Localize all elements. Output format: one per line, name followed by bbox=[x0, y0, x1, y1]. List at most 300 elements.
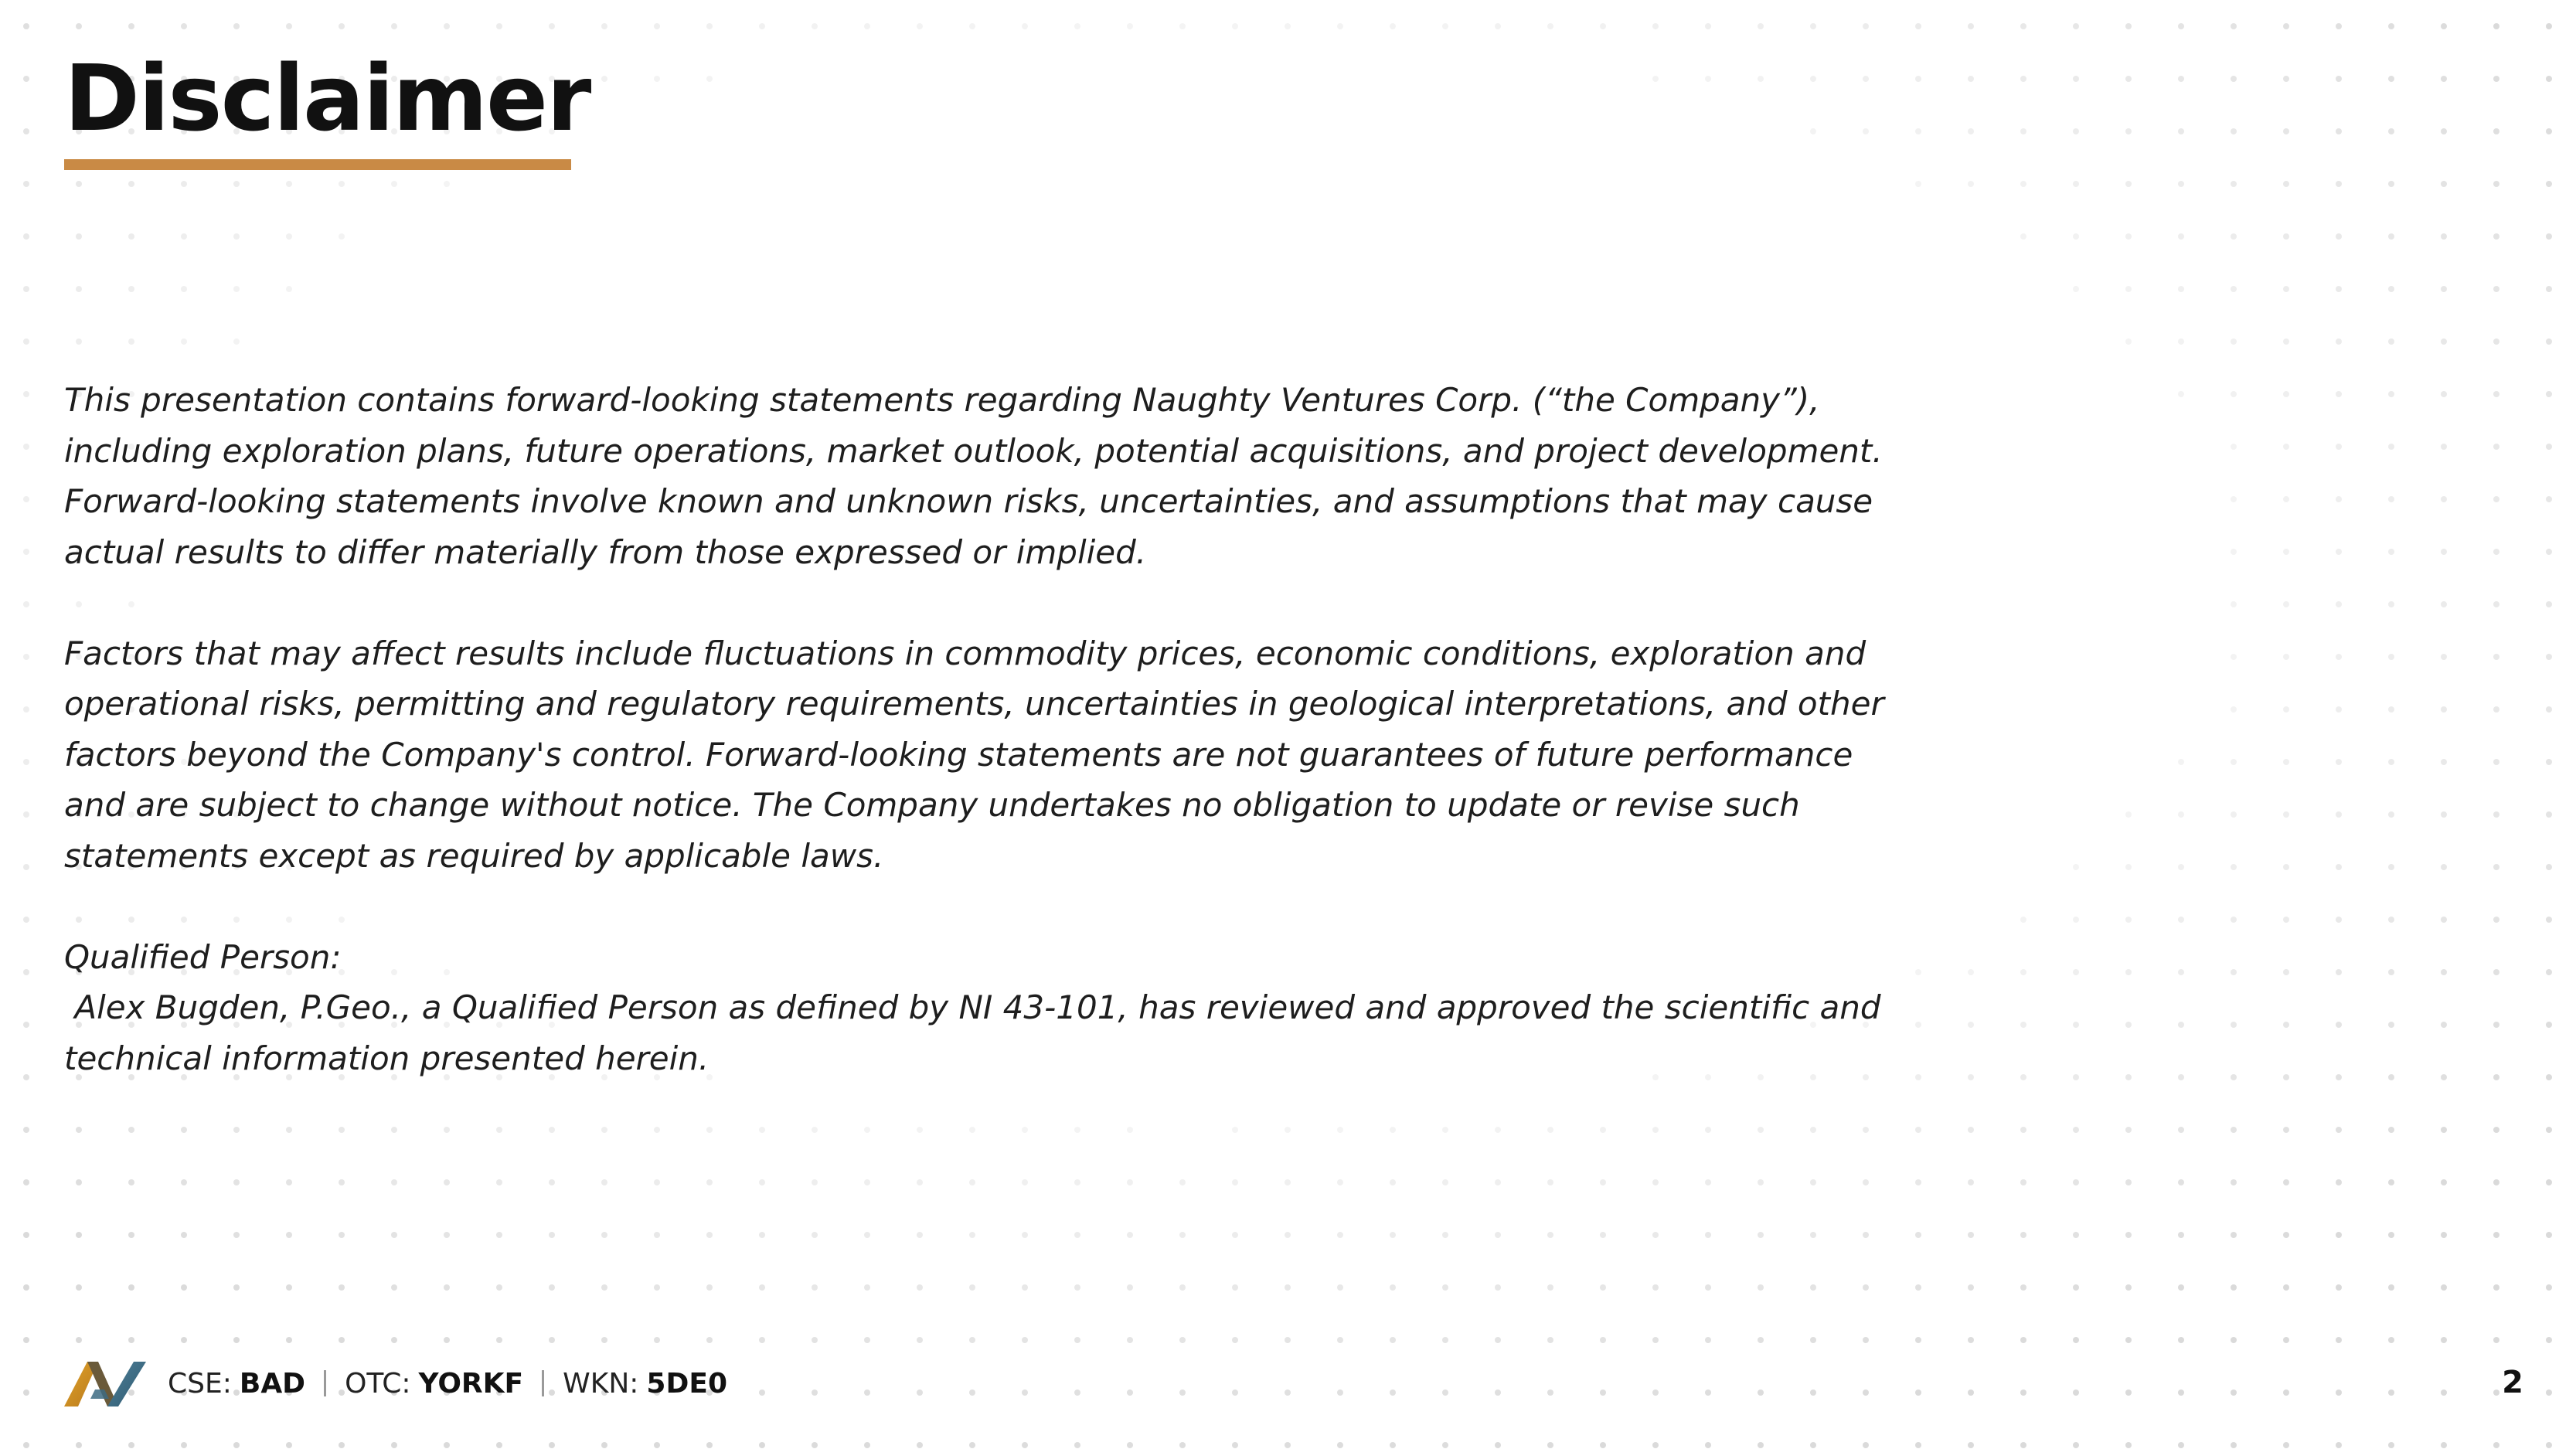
background-dot bbox=[2493, 654, 2499, 660]
background-dot bbox=[864, 1284, 870, 1291]
background-dot bbox=[181, 1232, 187, 1238]
background-dot bbox=[2493, 1442, 2499, 1448]
background-dot bbox=[2178, 1074, 2184, 1080]
background-dot bbox=[2125, 1074, 2132, 1080]
background-dot bbox=[2125, 1022, 2132, 1028]
background-dot bbox=[1442, 1232, 1448, 1238]
background-dot bbox=[917, 1284, 923, 1291]
background-dot bbox=[2493, 1389, 2499, 1396]
background-dot bbox=[2441, 128, 2447, 134]
background-dot bbox=[2020, 1127, 2026, 1133]
background-dot bbox=[2283, 1022, 2289, 1028]
background-dot bbox=[1915, 1442, 1921, 1448]
background-dot bbox=[23, 233, 29, 240]
background-dot bbox=[2546, 1127, 2552, 1133]
background-dot bbox=[2546, 917, 2552, 923]
background-dot bbox=[1179, 1389, 1186, 1396]
background-dot bbox=[23, 444, 29, 450]
background-dot bbox=[2493, 391, 2499, 397]
qualified-person-section bbox=[64, 932, 1919, 1084]
background-dot bbox=[339, 1179, 345, 1185]
background-dot bbox=[1337, 1232, 1343, 1238]
background-dot bbox=[969, 1442, 975, 1448]
background-dot bbox=[1547, 1389, 1553, 1396]
background-dot bbox=[1547, 1337, 1553, 1343]
background-dot bbox=[23, 654, 29, 660]
background-dot bbox=[1495, 1389, 1501, 1396]
background-dot bbox=[1442, 23, 1448, 29]
background-dot bbox=[181, 1337, 187, 1343]
background-dot bbox=[1285, 23, 1291, 29]
background-dot bbox=[339, 1284, 345, 1291]
background-dot bbox=[864, 23, 870, 29]
background-dot bbox=[1179, 23, 1186, 29]
background-dot bbox=[2125, 1389, 2132, 1396]
background-dot bbox=[2388, 391, 2394, 397]
background-dot bbox=[1652, 1232, 1659, 1238]
background-dot bbox=[2441, 1022, 2447, 1028]
background-dot bbox=[1915, 1284, 1921, 1291]
background-dot bbox=[2546, 496, 2552, 502]
background-dot bbox=[1232, 1337, 1238, 1343]
ticker-otc-label: OTC: bbox=[345, 1367, 411, 1400]
background-dot bbox=[286, 1179, 292, 1185]
background-dot bbox=[812, 1127, 818, 1133]
background-dot bbox=[2020, 181, 2026, 187]
background-dot bbox=[2178, 23, 2184, 29]
background-dot bbox=[917, 1127, 923, 1133]
background-dot bbox=[2231, 338, 2237, 345]
background-dot bbox=[1600, 1232, 1606, 1238]
background-dot bbox=[1863, 1179, 1869, 1185]
background-dot bbox=[2283, 759, 2289, 765]
background-dot bbox=[864, 1127, 870, 1133]
background-dot bbox=[1127, 23, 1133, 29]
background-dot bbox=[181, 1179, 187, 1185]
background-dot bbox=[2283, 1074, 2289, 1080]
background-dot bbox=[2178, 181, 2184, 187]
background-dot bbox=[2283, 444, 2289, 450]
background-dot bbox=[1652, 1337, 1659, 1343]
background-dot bbox=[864, 1442, 870, 1448]
background-dot bbox=[2388, 706, 2394, 713]
background-dot bbox=[1127, 1389, 1133, 1396]
background-dot bbox=[444, 1442, 450, 1448]
background-dot bbox=[2178, 1022, 2184, 1028]
background-dot bbox=[2441, 496, 2447, 502]
background-dot bbox=[1495, 1232, 1501, 1238]
background-dot bbox=[2493, 23, 2499, 29]
background-dot bbox=[2441, 286, 2447, 292]
background-dot bbox=[1232, 23, 1238, 29]
background-dot bbox=[2493, 1179, 2499, 1185]
background-dot bbox=[496, 1284, 502, 1291]
background-dot bbox=[496, 1127, 502, 1133]
background-dot bbox=[76, 1284, 82, 1291]
background-dot bbox=[339, 181, 345, 187]
background-dot bbox=[2178, 864, 2184, 870]
background-dot bbox=[496, 1442, 502, 1448]
background-dot bbox=[1968, 181, 1974, 187]
background-dot bbox=[444, 181, 450, 187]
background-dot bbox=[1968, 1442, 1974, 1448]
background-dot bbox=[759, 1337, 765, 1343]
background-dot bbox=[1074, 1179, 1080, 1185]
disclaimer-body bbox=[64, 375, 1919, 1083]
background-dot bbox=[1758, 1232, 1764, 1238]
background-dot bbox=[391, 181, 397, 187]
background-dot bbox=[2283, 549, 2289, 555]
background-dot bbox=[2388, 1442, 2394, 1448]
background-dot bbox=[1810, 76, 1816, 82]
background-dot bbox=[444, 1232, 450, 1238]
background-dot bbox=[812, 1442, 818, 1448]
background-dot bbox=[1495, 1127, 1501, 1133]
background-dot bbox=[76, 1442, 82, 1448]
background-dot bbox=[1337, 23, 1343, 29]
background-dot bbox=[2283, 811, 2289, 818]
background-dot bbox=[2283, 917, 2289, 923]
background-dot bbox=[1652, 1179, 1659, 1185]
background-dot bbox=[128, 1232, 134, 1238]
ticker-otc bbox=[345, 1368, 523, 1400]
background-dot bbox=[23, 811, 29, 818]
background-dot bbox=[969, 1179, 975, 1185]
background-dot bbox=[2441, 23, 2447, 29]
background-dot bbox=[2546, 759, 2552, 765]
background-dot bbox=[2073, 969, 2079, 975]
background-dot bbox=[2546, 286, 2552, 292]
background-dot bbox=[917, 1232, 923, 1238]
background-dot bbox=[496, 23, 502, 29]
background-dot bbox=[2441, 601, 2447, 607]
background-dot bbox=[549, 1179, 555, 1185]
background-dot bbox=[1968, 23, 1974, 29]
background-dot bbox=[864, 1232, 870, 1238]
background-dot bbox=[23, 76, 29, 82]
background-dot bbox=[1547, 1179, 1553, 1185]
background-dot bbox=[917, 1337, 923, 1343]
background-dot bbox=[2020, 917, 2026, 923]
background-dot bbox=[2073, 917, 2079, 923]
background-dot bbox=[23, 181, 29, 187]
background-dot bbox=[2441, 811, 2447, 818]
background-dot bbox=[706, 1179, 713, 1185]
background-dot bbox=[1600, 1337, 1606, 1343]
background-dot bbox=[1652, 1389, 1659, 1396]
background-dot bbox=[2336, 864, 2342, 870]
ticker-cse bbox=[168, 1368, 305, 1400]
background-dot bbox=[1758, 76, 1764, 82]
background-dot bbox=[1652, 1284, 1659, 1291]
background-dot bbox=[1337, 1337, 1343, 1343]
background-dot bbox=[128, 1179, 134, 1185]
background-dot bbox=[706, 1284, 713, 1291]
background-dot bbox=[2493, 811, 2499, 818]
background-dot bbox=[2388, 1179, 2394, 1185]
background-dot bbox=[2388, 654, 2394, 660]
background-dot bbox=[2441, 654, 2447, 660]
background-dot bbox=[2073, 23, 2079, 29]
background-dot bbox=[23, 391, 29, 397]
qualified-person-label: Qualified Person: bbox=[64, 937, 342, 976]
background-dot bbox=[2073, 1127, 2079, 1133]
background-dot bbox=[2073, 1284, 2079, 1291]
ticker-wkn-value: 5DE0 bbox=[646, 1367, 727, 1400]
background-dot bbox=[1022, 1232, 1028, 1238]
background-dot bbox=[128, 1127, 134, 1133]
background-dot bbox=[2178, 1337, 2184, 1343]
background-dot bbox=[23, 1022, 29, 1028]
background-dot bbox=[1915, 181, 1921, 187]
background-dot bbox=[2493, 969, 2499, 975]
background-dot bbox=[2231, 286, 2237, 292]
background-dot bbox=[549, 1442, 555, 1448]
background-dot bbox=[2493, 1337, 2499, 1343]
forward-looking-paragraph: This presentation contains forward-looking statements regarding Naughty Ventures Corp. (“the Company”), including exploration plans, future operations, market outlook, potential acquisitions, and project development. Forward-looking statements involve known and unknown risks, uncertainties, and assumptions that may cause actual results to differ materially from those expressed or implied. bbox=[64, 381, 1883, 571]
background-dot bbox=[1547, 1232, 1553, 1238]
background-dot bbox=[2178, 76, 2184, 82]
background-dot bbox=[128, 233, 134, 240]
background-dot bbox=[2178, 1179, 2184, 1185]
background-dot bbox=[2283, 1442, 2289, 1448]
background-dot bbox=[1390, 1389, 1396, 1396]
background-dot bbox=[23, 1179, 29, 1185]
background-dot bbox=[444, 1337, 450, 1343]
background-dot bbox=[339, 1127, 345, 1133]
background-dot bbox=[2546, 1442, 2552, 1448]
background-dot bbox=[128, 181, 134, 187]
background-dot bbox=[1600, 1389, 1606, 1396]
background-dot bbox=[2336, 759, 2342, 765]
background-dot bbox=[2388, 917, 2394, 923]
background-dot bbox=[2336, 1022, 2342, 1028]
background-dot bbox=[1705, 23, 1711, 29]
background-dot bbox=[2441, 391, 2447, 397]
background-dot bbox=[1915, 128, 1921, 134]
background-dot bbox=[1547, 1284, 1553, 1291]
background-dot bbox=[2020, 1284, 2026, 1291]
background-dot bbox=[969, 1284, 975, 1291]
background-dot bbox=[2336, 233, 2342, 240]
background-dot bbox=[549, 23, 555, 29]
background-dot bbox=[2336, 338, 2342, 345]
background-dot bbox=[2283, 23, 2289, 29]
background-dot bbox=[2336, 601, 2342, 607]
page-title: Disclaimer bbox=[64, 45, 590, 151]
background-dot bbox=[2125, 1442, 2132, 1448]
background-dot bbox=[2231, 1127, 2237, 1133]
background-dot bbox=[1232, 1127, 1238, 1133]
background-dot bbox=[181, 233, 187, 240]
background-dot bbox=[286, 233, 292, 240]
background-dot bbox=[2178, 1389, 2184, 1396]
background-dot bbox=[1442, 1337, 1448, 1343]
background-dot bbox=[654, 1179, 660, 1185]
background-dot bbox=[2073, 1022, 2079, 1028]
background-dot bbox=[1547, 1127, 1553, 1133]
background-dot bbox=[1652, 23, 1659, 29]
background-dot bbox=[1968, 76, 1974, 82]
background-dot bbox=[76, 1337, 82, 1343]
background-dot bbox=[1337, 1179, 1343, 1185]
background-dot bbox=[1179, 1284, 1186, 1291]
background-dot bbox=[2441, 338, 2447, 345]
background-dot bbox=[812, 1337, 818, 1343]
background-dot bbox=[286, 1337, 292, 1343]
background-dot bbox=[1705, 1442, 1711, 1448]
background-dot bbox=[706, 76, 713, 82]
background-dot bbox=[1705, 76, 1711, 82]
background-dot bbox=[2125, 1284, 2132, 1291]
background-dot bbox=[1022, 23, 1028, 29]
background-dot bbox=[1442, 1389, 1448, 1396]
background-dot bbox=[759, 1232, 765, 1238]
background-dot bbox=[2546, 1074, 2552, 1080]
background-dot bbox=[391, 1232, 397, 1238]
ticker-otc-value: YORKF bbox=[418, 1367, 524, 1400]
background-dot bbox=[1442, 1179, 1448, 1185]
background-dot bbox=[2125, 286, 2132, 292]
background-dot bbox=[2125, 969, 2132, 975]
background-dot bbox=[233, 286, 240, 292]
background-dot bbox=[2493, 233, 2499, 240]
background-dot bbox=[1390, 1179, 1396, 1185]
background-dot bbox=[2546, 128, 2552, 134]
background-dot bbox=[2073, 1179, 2079, 1185]
background-dot bbox=[2125, 23, 2132, 29]
background-dot bbox=[2020, 233, 2026, 240]
background-dot bbox=[2178, 1127, 2184, 1133]
background-dot bbox=[2441, 444, 2447, 450]
background-dot bbox=[2283, 286, 2289, 292]
background-dot bbox=[2493, 864, 2499, 870]
background-dot bbox=[969, 1127, 975, 1133]
background-dot bbox=[1442, 1442, 1448, 1448]
background-dot bbox=[1232, 1389, 1238, 1396]
background-dot bbox=[286, 181, 292, 187]
background-dot bbox=[128, 1284, 134, 1291]
background-dot bbox=[2125, 1232, 2132, 1238]
background-dot bbox=[2231, 864, 2237, 870]
background-dot bbox=[2073, 181, 2079, 187]
background-dot bbox=[2546, 601, 2552, 607]
background-dot bbox=[706, 1442, 713, 1448]
background-dot bbox=[2441, 1284, 2447, 1291]
background-dot bbox=[339, 1337, 345, 1343]
background-dot bbox=[1600, 1179, 1606, 1185]
background-dot bbox=[2178, 391, 2184, 397]
background-dot bbox=[2125, 917, 2132, 923]
background-dot bbox=[1547, 23, 1553, 29]
background-dot bbox=[2336, 444, 2342, 450]
background-dot bbox=[2073, 1074, 2079, 1080]
background-dot bbox=[1442, 1284, 1448, 1291]
background-dot bbox=[2231, 601, 2237, 607]
background-dot bbox=[812, 1389, 818, 1396]
background-dot bbox=[2336, 391, 2342, 397]
background-dot bbox=[812, 1284, 818, 1291]
background-dot bbox=[2546, 969, 2552, 975]
background-dot bbox=[76, 1127, 82, 1133]
background-dot bbox=[76, 23, 82, 29]
background-dot bbox=[2178, 286, 2184, 292]
background-dot bbox=[233, 1337, 240, 1343]
background-dot bbox=[181, 1442, 187, 1448]
background-dot bbox=[181, 338, 187, 345]
background-dot bbox=[23, 23, 29, 29]
background-dot bbox=[1179, 1179, 1186, 1185]
background-dot bbox=[2336, 654, 2342, 660]
background-dot bbox=[2020, 128, 2026, 134]
background-dot bbox=[1022, 1127, 1028, 1133]
background-dot bbox=[2073, 128, 2079, 134]
background-dot bbox=[233, 1232, 240, 1238]
background-dot bbox=[2493, 1232, 2499, 1238]
background-dot bbox=[2388, 1337, 2394, 1343]
background-dot bbox=[1968, 1127, 1974, 1133]
background-dot bbox=[1600, 1442, 1606, 1448]
background-dot bbox=[2283, 1337, 2289, 1343]
background-dot bbox=[969, 1232, 975, 1238]
background-dot bbox=[391, 1442, 397, 1448]
background-dot bbox=[864, 1179, 870, 1185]
background-dot bbox=[2231, 181, 2237, 187]
background-dot bbox=[759, 1389, 765, 1396]
background-dot bbox=[1022, 1179, 1028, 1185]
background-dot bbox=[812, 23, 818, 29]
background-dot bbox=[1127, 1337, 1133, 1343]
background-dot bbox=[2020, 23, 2026, 29]
background-dot bbox=[23, 338, 29, 345]
background-dot bbox=[2020, 1232, 2026, 1238]
background-dot bbox=[812, 1232, 818, 1238]
background-dot bbox=[2073, 286, 2079, 292]
background-dot bbox=[181, 181, 187, 187]
background-dot bbox=[444, 1179, 450, 1185]
background-dot bbox=[1390, 1284, 1396, 1291]
background-dot bbox=[23, 128, 29, 134]
background-dot bbox=[2231, 549, 2237, 555]
background-dot bbox=[1390, 1232, 1396, 1238]
ticker-wkn-label: WKN: bbox=[563, 1367, 639, 1400]
background-dot bbox=[2178, 1284, 2184, 1291]
background-dot bbox=[76, 1179, 82, 1185]
background-dot bbox=[1810, 1232, 1816, 1238]
background-dot bbox=[2283, 969, 2289, 975]
background-dot bbox=[2493, 1127, 2499, 1133]
background-dot bbox=[1232, 1179, 1238, 1185]
background-dot bbox=[496, 1337, 502, 1343]
background-dot bbox=[1285, 1179, 1291, 1185]
background-dot bbox=[2336, 286, 2342, 292]
background-dot bbox=[1285, 1232, 1291, 1238]
background-dot bbox=[706, 1232, 713, 1238]
background-dot bbox=[864, 1389, 870, 1396]
background-dot bbox=[2546, 444, 2552, 450]
background-dot bbox=[1179, 1337, 1186, 1343]
background-dot bbox=[1652, 1442, 1659, 1448]
background-dot bbox=[1968, 969, 1974, 975]
background-dot bbox=[2073, 1232, 2079, 1238]
background-dot bbox=[2388, 233, 2394, 240]
background-dot bbox=[286, 1232, 292, 1238]
background-dot bbox=[391, 1179, 397, 1185]
background-dot bbox=[2388, 23, 2394, 29]
background-dot bbox=[286, 1127, 292, 1133]
background-dot bbox=[2178, 969, 2184, 975]
background-dot bbox=[2546, 233, 2552, 240]
